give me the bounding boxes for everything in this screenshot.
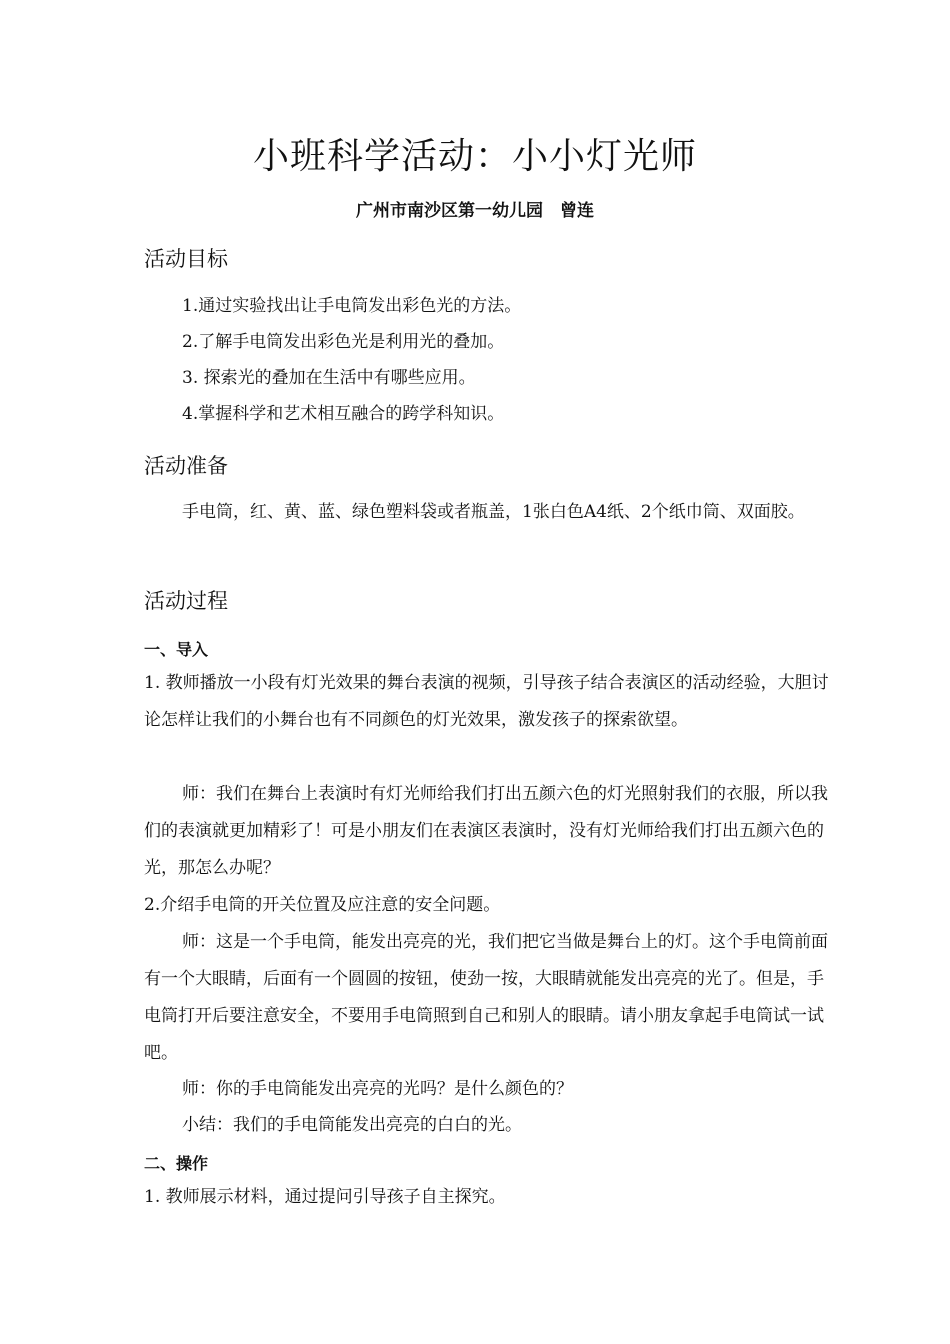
goal-item: 2.了解手电筒发出彩色光是利用光的叠加。 <box>182 332 505 352</box>
subsection-heading-intro: 一、导入 <box>144 640 209 659</box>
section-heading-goals: 活动目标 <box>144 247 228 271</box>
subsection-heading-operation: 二、操作 <box>144 1154 209 1173</box>
paragraph: 小结：我们的手电筒能发出亮亮的白白的光。 <box>182 1115 522 1135</box>
paragraph: 2.介绍手电筒的开关位置及应注意的安全问题。 <box>144 895 501 915</box>
goal-item: 4.掌握科学和艺术相互融合的跨学科知识。 <box>182 404 505 424</box>
paragraph: 师：我们在舞台上表演时有灯光师给我们打出五颜六色的灯光照射我们的衣服，所以我们的表演就更加精彩了！可是小朋友们在表演区表演时，没有灯光师给我们打出五颜六色的光，那怎么办呢？ <box>144 784 828 878</box>
preparation-text: 手电筒，红、黄、蓝、绿色塑料袋或者瓶盖，1张白色A4纸、2个纸巾筒、双面胶。 <box>182 502 805 522</box>
section-heading-preparation: 活动准备 <box>144 454 228 478</box>
paragraph: 1. 教师播放一小段有灯光效果的舞台表演的视频，引导孩子结合表演区的活动经验，大胆讨论怎样让我们的小舞台也有不同颜色的灯光效果，激发孩子的探索欲望。 <box>144 673 829 730</box>
document-title: 小班科学活动：小小灯光师 <box>252 136 697 177</box>
paragraph: 1. 教师展示材料，通过提问引导孩子自主探究。 <box>144 1187 506 1207</box>
goal-item: 3. 探索光的叠加在生活中有哪些应用。 <box>182 368 476 388</box>
goal-item: 1.通过实验找出让手电筒发出彩色光的方法。 <box>182 296 522 316</box>
paragraph: 师：这是一个手电筒，能发出亮亮的光，我们把它当做是舞台上的灯。这个手电筒前面有一个大眼睛，后面有一个圆圆的按钮，使劲一按，大眼睛就能发出亮亮的光了。但是，手电筒打开后要注意安全，不要用手电筒照到自己和别人的眼睛。请小朋友拿起手电筒试一试吧。 <box>144 932 828 1063</box>
author-line: 广州市南沙区第一幼儿园 曾连 <box>356 201 594 221</box>
section-heading-process: 活动过程 <box>144 589 228 613</box>
paragraph: 师：你的手电筒能发出亮亮的光吗？是什么颜色的？ <box>182 1079 573 1099</box>
